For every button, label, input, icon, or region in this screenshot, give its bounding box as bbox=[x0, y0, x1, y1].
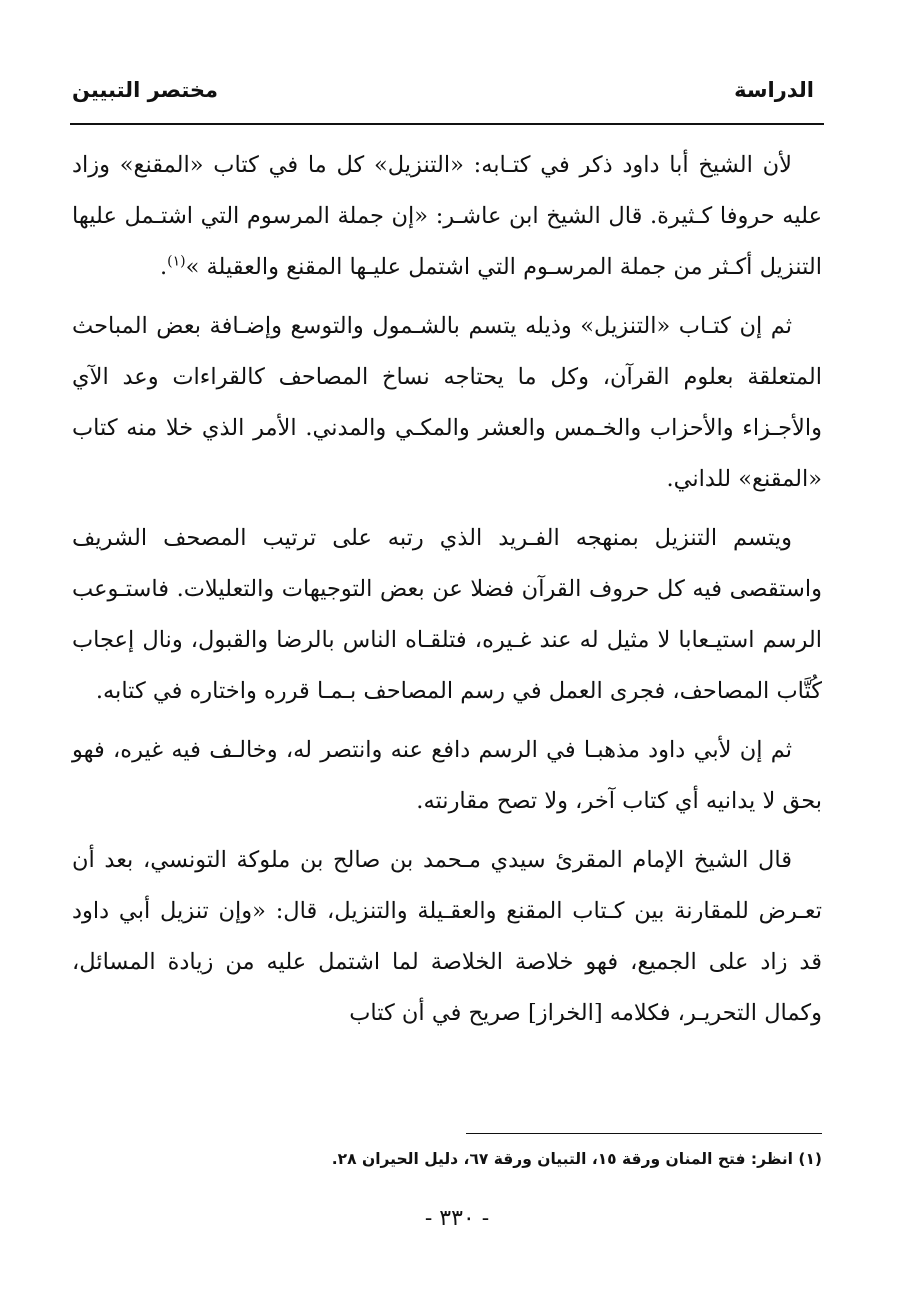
page-number: - ٣٣٠ - bbox=[424, 1206, 490, 1231]
paragraph: قال الشيخ الإمام المقرئ سيدي مـحمد بن صالح بن ملوكة التونسي، بعد أن تعـرض للمقارنة بين كـتاب المقنع والعقـيلة والتنزيل، قال: «وإن تنزيل أبي داود قد زاد على الجميع، فهو خلاصة الخلاصة لما اشتمل عليه من زيادة المسائل، وكمال التحريـر، فكلامه [الخراز] صريح في أن كتاب bbox=[72, 847, 822, 1026]
paragraph-ending: . bbox=[159, 254, 168, 280]
paragraph bbox=[72, 140, 822, 293]
paragraph: ثم إن كتـاب «التنزيل» وذيله يتسم بالشـمول والتوسع وإضـافة بعض المباحث المتعلقة بعلوم القرآن، وكل ما يحتاجه نساخ المصاحف كالقراءات وعد الآي والأجـزاء والأحزاب والخـمس والعشر والمكـي والمدني. الأمر الذي خلا منه كتاب «المقنع» للداني. bbox=[72, 313, 822, 492]
paragraph: ويتسم التنزيل بمنهجه الفـريد الذي رتبه على ترتيب المصحف الشريف واستقصى فيه كل حروف القرآن فضلا عن بعض التوجيهات والتعليلات. فاستـوعب الرسم استيـعابا لا مثيل له عند غـيره، فتلقـاه الناس بالرضا والقبول، ونال إعجاب كُتَّاب المصاحف، فجرى العمل في رسم المصاحف بـمـا قرره واختاره في كتابه. bbox=[72, 525, 822, 704]
footnote-marker: (١) bbox=[167, 253, 186, 270]
paragraph-text: لأن الشيخ أبا داود ذكر في كتـابه: «التنزيل» كل ما في كتاب «المقنع» وزاد عليه حروفا كـثيرة. قال الشيخ ابن عاشـر: «إن جملة المرسوم التي اشتـمل عليها التنزيل أكـثر من جملة المرسـوم التي اشتمل عليـها المقنع والعقيلة » bbox=[72, 152, 822, 280]
footnote: (١) انظر: فتح المنان ورقة ١٥، التبيان ورقة ٦٧، دليل الحيران ٢٨. bbox=[331, 1150, 822, 1168]
header-divider bbox=[70, 123, 824, 125]
book-title: مختصر التبيين bbox=[72, 78, 219, 102]
running-header bbox=[72, 78, 814, 112]
paragraph: ثم إن لأبي داود مذهبـا في الرسم دافع عنه وانتصر له، وخالـف فيه غيره، فهو بحق لا يدانيه أي كتاب آخر، ولا تصح مقارنته. bbox=[72, 737, 822, 814]
main-text bbox=[72, 140, 822, 1047]
footnote-divider bbox=[466, 1133, 822, 1134]
section-title: الدراسة bbox=[734, 78, 814, 102]
